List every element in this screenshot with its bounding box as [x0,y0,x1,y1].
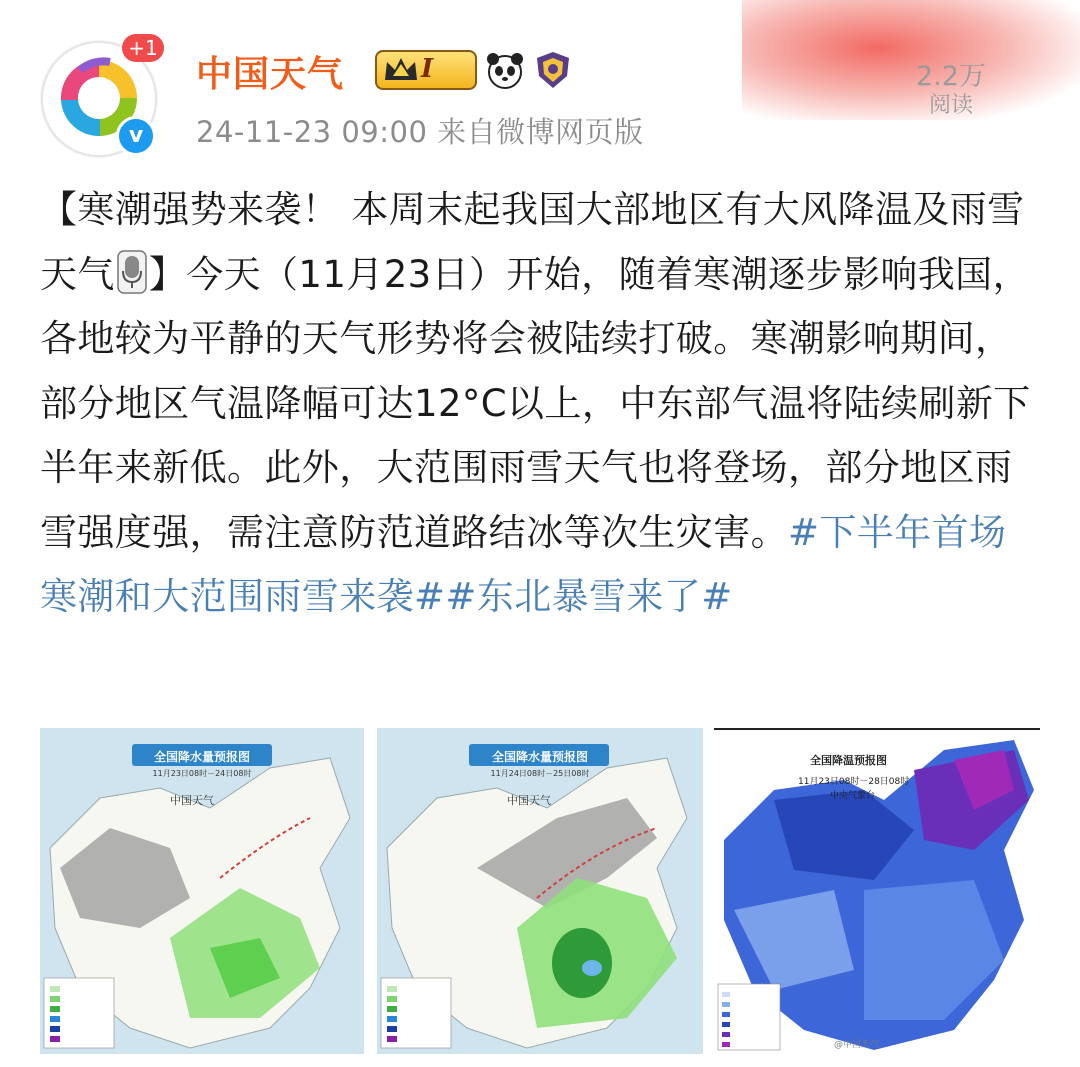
map-subtitle: 11月23日08时－24日08时 [152,769,252,778]
map-logo: 中国天气 [170,794,214,807]
map-title: 全国降水量预报图 [491,750,588,764]
username[interactable]: 中国天气 [196,54,345,95]
hashtag-link-cold-wave[interactable]: #下半年首场寒潮和大范围雨雪来袭# [40,510,1007,618]
panda-icon[interactable] [485,50,525,90]
post-body [40,178,1040,630]
hashtag-link-northeast-snowstorm[interactable]: #东北暴雪来了# [445,575,733,618]
map-organization: 中央气象台 [830,791,876,801]
map-subtitle: 11月24日08时－25日08时 [490,769,590,778]
verified-icon: v [116,116,156,156]
read-label: 阅读 [928,93,973,118]
crown-icon [381,52,421,88]
image-watermark: @中国天气 [834,1040,880,1050]
post-image-3[interactable] [714,728,1040,1056]
vip-level: I [421,54,434,84]
post-image-2[interactable] [377,728,703,1054]
map-subtitle: 11月23日08时－28日08时 [798,777,910,787]
map-title: 全国降水量预报图 [153,750,250,764]
post-text-part2: 】今天（11月23日）开始，随着寒潮逐步影响我国，各地较为平静的天气形势将会被陆续打破。寒潮影响期间，部分地区气温降幅可达12°C以上，中东部气温将陆续刷新下半年来新低。此外，大范围雨雪天气也将登场，部分地区雨雪强度强，需注意防范道路结冰等次生灾害。 [40,252,1031,554]
post-timestamp-source: 24-11-23 09:00 来自微博网页版 [196,115,644,149]
shield-icon[interactable] [533,50,573,90]
notification-badge: +1 [122,34,164,62]
vip-badge[interactable] [375,50,477,90]
map-logo: 中国天气 [507,794,551,807]
post-image-1[interactable] [40,728,364,1054]
map-title: 全国降温预报图 [810,754,887,767]
user-badges [375,50,573,90]
post-text-part1: 【寒潮强势来袭！ 本周末起我国大部地区有大风降温及雨雪天气 [40,188,1025,296]
read-count: 2.2万 [916,61,986,92]
microphone-icon [115,249,149,295]
